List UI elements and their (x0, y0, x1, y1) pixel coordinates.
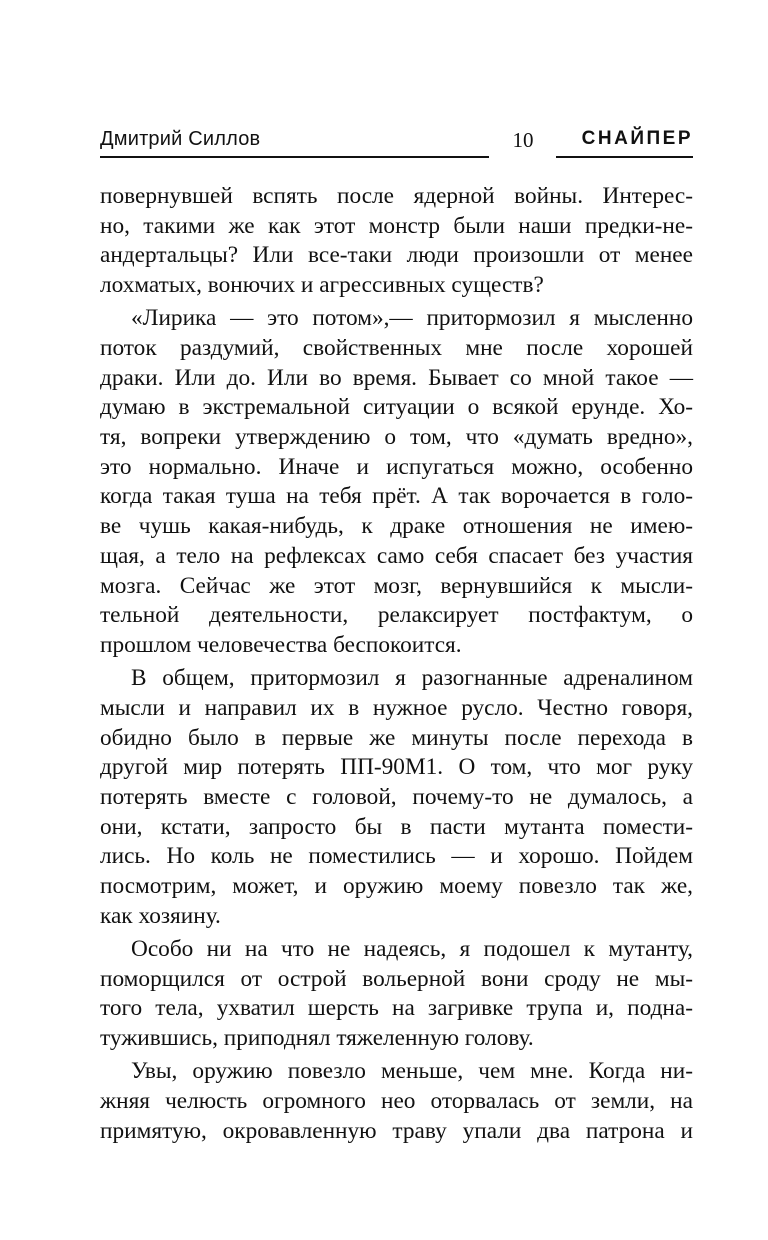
text-line: В общем, притормозил я разогнанные адреналином (131, 665, 693, 692)
text-line: мозга. Сейчас же этот мозг, вернувшийся к мысли- (100, 572, 693, 599)
running-head (100, 124, 693, 158)
text-line: повернувшей вспять после ядерной войны. Интерес- (100, 183, 693, 209)
body-text (100, 182, 693, 1150)
text-line: поморщился от острой вольерной вони сроду не мы- (100, 965, 693, 992)
text-line: тя, вопреки утверждению о том, что «думать вредно», (100, 424, 693, 451)
text-line: прошлом человечества беспокоится. (100, 631, 462, 658)
text-line: ве чушь какая-нибудь, к драке отношения не имею- (100, 513, 693, 540)
text-line: жняя челюсть огромного нео оторвалась от земли, на (100, 1088, 693, 1114)
text-line: это нормально. Иначе и испугаться можно, особенно (100, 453, 693, 480)
paragraph (100, 182, 693, 301)
paragraph (100, 935, 693, 1054)
paragraph (100, 304, 693, 660)
paragraph (100, 664, 693, 931)
header-rule-right (556, 156, 693, 158)
text-line: примятую, окровавленную траву упали два патрона и (100, 1117, 693, 1144)
text-line: обидно было в первые же минуты после перехода в (100, 724, 693, 751)
text-line: того тела, ухватил шерсть на загривке трупа и, подна- (100, 995, 693, 1022)
text-line: щая, а тело на рефлексах само себя спасает без участия (100, 542, 693, 569)
text-line: Особо ни на что не надеясь, я подошел к мутанту, (131, 935, 693, 962)
header-rule-left (100, 156, 489, 158)
text-line: поток раздумий, свойственных мне после хорошей (100, 335, 693, 362)
text-line: посмотрим, может, и оружию моему повезло так же, (100, 873, 693, 899)
text-line: но, такими же как этот монстр были наши предки-не- (100, 212, 693, 239)
text-line: думаю в экстремальной ситуации о всякой ерунде. Хо- (100, 394, 693, 421)
text-line: драки. Или до. Или во время. Бывает со мной такое — (100, 364, 693, 391)
text-line: лохматых, вонючих и агрессивных существ? (100, 272, 544, 299)
text-line: тельной деятельности, релаксирует постфактум, о (100, 602, 693, 629)
text-line: как хозяину. (100, 902, 221, 929)
text-line: тужившись, приподнял тяжеленную голову. (100, 1025, 534, 1052)
text-line: лись. Но коль не поместились — и хорошо. Пойдем (100, 843, 693, 870)
text-line: «Лирика — это потом»,— притормозил я мысленно (131, 305, 693, 332)
text-line: андертальцы? Или все-таки люди произошли от менее (100, 242, 693, 269)
text-line: другой мир потерять ПП-90М1. О том, что мог руку (100, 754, 693, 781)
text-line: когда такая туша на тебя прёт. А так ворочается в голо- (100, 483, 693, 510)
author-name: Дмитрий Силлов (100, 128, 261, 150)
page-number: 10 (512, 128, 534, 152)
series-title: СНАЙПЕР (581, 128, 693, 149)
paragraph (100, 1057, 693, 1146)
text-line: Увы, оружию повезло меньше, чем мне. Когда ни- (131, 1058, 693, 1085)
text-line: мысли и направил их в нужное русло. Честно говоря, (100, 694, 693, 721)
text-line: они, кстати, запросто бы в пасти мутанта помести- (100, 813, 693, 840)
text-line: потерять вместе с головой, почему-то не думалось, а (100, 783, 693, 810)
